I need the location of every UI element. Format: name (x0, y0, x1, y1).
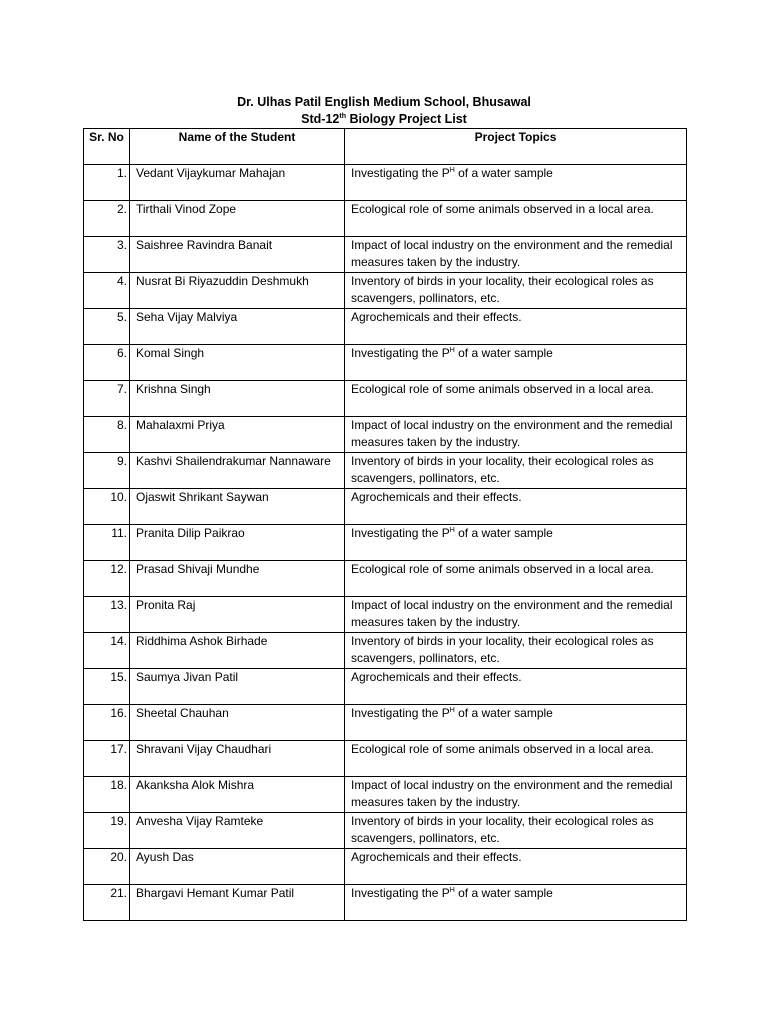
project-table (83, 128, 687, 921)
sr-cell: 16. (84, 705, 130, 741)
student-name-cell: Krishna Singh (130, 381, 345, 417)
std-superscript: th (339, 112, 346, 120)
table-row (84, 237, 687, 273)
col-header-sr: Sr. No (84, 129, 130, 165)
project-topic-cell: Ecological role of some animals observed in a local area. (345, 201, 687, 237)
project-topic-cell: Agrochemicals and their effects. (345, 669, 687, 705)
sr-cell: 6. (84, 345, 130, 381)
project-topic-cell: Ecological role of some animals observed in a local area. (345, 381, 687, 417)
sr-cell: 14. (84, 633, 130, 669)
sr-cell: 21. (84, 885, 130, 921)
sr-cell: 15. (84, 669, 130, 705)
project-topic-cell: Inventory of birds in your locality, their ecological roles as scavengers, pollinators, etc. (345, 453, 687, 489)
student-name-cell: Pronita Raj (130, 597, 345, 633)
project-topic-cell: Agrochemicals and their effects. (345, 309, 687, 345)
student-name-cell: Seha Vijay Malviya (130, 309, 345, 345)
col-header-topic: Project Topics (345, 129, 687, 165)
student-name-cell: Bhargavi Hemant Kumar Patil (130, 885, 345, 921)
project-topic-cell: Impact of local industry on the environment and the remedial measures taken by the industry. (345, 777, 687, 813)
list-title (0, 111, 768, 128)
student-name-cell: Tirthali Vinod Zope (130, 201, 345, 237)
table-row (84, 453, 687, 489)
sr-cell: 3. (84, 237, 130, 273)
std-label: Std-12 (301, 112, 340, 126)
sr-cell: 19. (84, 813, 130, 849)
sr-cell: 1. (84, 165, 130, 201)
project-topic-cell: Investigating the $P^H$ of a water sample (345, 885, 687, 921)
project-topic-cell: Investigating the $P^H$ of a water sample (345, 525, 687, 561)
sr-cell: 12. (84, 561, 130, 597)
project-topic-cell: Inventory of birds in your locality, their ecological roles as scavengers, pollinators, etc. (345, 273, 687, 309)
student-name-cell: Kashvi Shailendrakumar Nannaware (130, 453, 345, 489)
table-row (84, 489, 687, 525)
school-title: Dr. Ulhas Patil English Medium School, Bhusawal (237, 95, 531, 109)
table-row (84, 813, 687, 849)
sr-cell: 4. (84, 273, 130, 309)
sr-cell: 10. (84, 489, 130, 525)
sr-cell: 11. (84, 525, 130, 561)
student-name-cell: Pranita Dilip Paikrao (130, 525, 345, 561)
project-topic-cell: Ecological role of some animals observed in a local area. (345, 741, 687, 777)
table-row (84, 597, 687, 633)
sr-cell: 18. (84, 777, 130, 813)
sr-cell: 9. (84, 453, 130, 489)
project-topic-cell: Impact of local industry on the environment and the remedial measures taken by the industry. (345, 597, 687, 633)
student-name-cell: Saishree Ravindra Banait (130, 237, 345, 273)
table-row (84, 201, 687, 237)
project-topic-cell: Investigating the $P^H$ of a water sample (345, 345, 687, 381)
project-topic-cell: Investigating the $P^H$ of a water sample (345, 705, 687, 741)
student-name-cell: Akanksha Alok Mishra (130, 777, 345, 813)
project-topic-cell: Agrochemicals and their effects. (345, 489, 687, 525)
table-row (84, 309, 687, 345)
project-topic-cell: Impact of local industry on the environment and the remedial measures taken by the industry. (345, 417, 687, 453)
table-row (84, 669, 687, 705)
table-body (84, 165, 687, 921)
table-row (84, 417, 687, 453)
sr-cell: 20. (84, 849, 130, 885)
sr-cell: 2. (84, 201, 130, 237)
sr-cell: 5. (84, 309, 130, 345)
project-topic-cell: Ecological role of some animals observed in a local area. (345, 561, 687, 597)
table-row (84, 705, 687, 741)
student-name-cell: Komal Singh (130, 345, 345, 381)
student-name-cell: Mahalaxmi Priya (130, 417, 345, 453)
project-topic-cell: Investigating the $P^H$ of a water sample (345, 165, 687, 201)
sr-cell: 13. (84, 597, 130, 633)
project-topic-cell: Agrochemicals and their effects. (345, 849, 687, 885)
student-name-cell: Anvesha Vijay Ramteke (130, 813, 345, 849)
sr-cell: 7. (84, 381, 130, 417)
table-row (84, 633, 687, 669)
project-topic-cell: Inventory of birds in your locality, their ecological roles as scavengers, pollinators, etc. (345, 813, 687, 849)
list-title-suffix: Biology Project List (345, 112, 467, 126)
sr-cell: 17. (84, 741, 130, 777)
project-topic-cell: Impact of local industry on the environment and the remedial measures taken by the industry. (345, 237, 687, 273)
student-name-cell: Vedant Vijaykumar Mahajan (130, 165, 345, 201)
table-row (84, 345, 687, 381)
project-topic-cell: Inventory of birds in your locality, their ecological roles as scavengers, pollinators, etc. (345, 633, 687, 669)
table-row (84, 525, 687, 561)
table-row (84, 885, 687, 921)
table-row (84, 777, 687, 813)
table-row (84, 741, 687, 777)
student-name-cell: Ojaswit Shrikant Saywan (130, 489, 345, 525)
table-row (84, 849, 687, 885)
table-row (84, 561, 687, 597)
sr-cell: 8. (84, 417, 130, 453)
student-name-cell: Shravani Vijay Chaudhari (130, 741, 345, 777)
table-header-row (84, 129, 687, 165)
table-row (84, 273, 687, 309)
student-name-cell: Saumya Jivan Patil (130, 669, 345, 705)
student-name-cell: Nusrat Bi Riyazuddin Deshmukh (130, 273, 345, 309)
table-row (84, 381, 687, 417)
student-name-cell: Sheetal Chauhan (130, 705, 345, 741)
student-name-cell: Ayush Das (130, 849, 345, 885)
col-header-name: Name of the Student (130, 129, 345, 165)
student-name-cell: Prasad Shivaji Mundhe (130, 561, 345, 597)
student-name-cell: Riddhima Ashok Birhade (130, 633, 345, 669)
table-row (84, 165, 687, 201)
